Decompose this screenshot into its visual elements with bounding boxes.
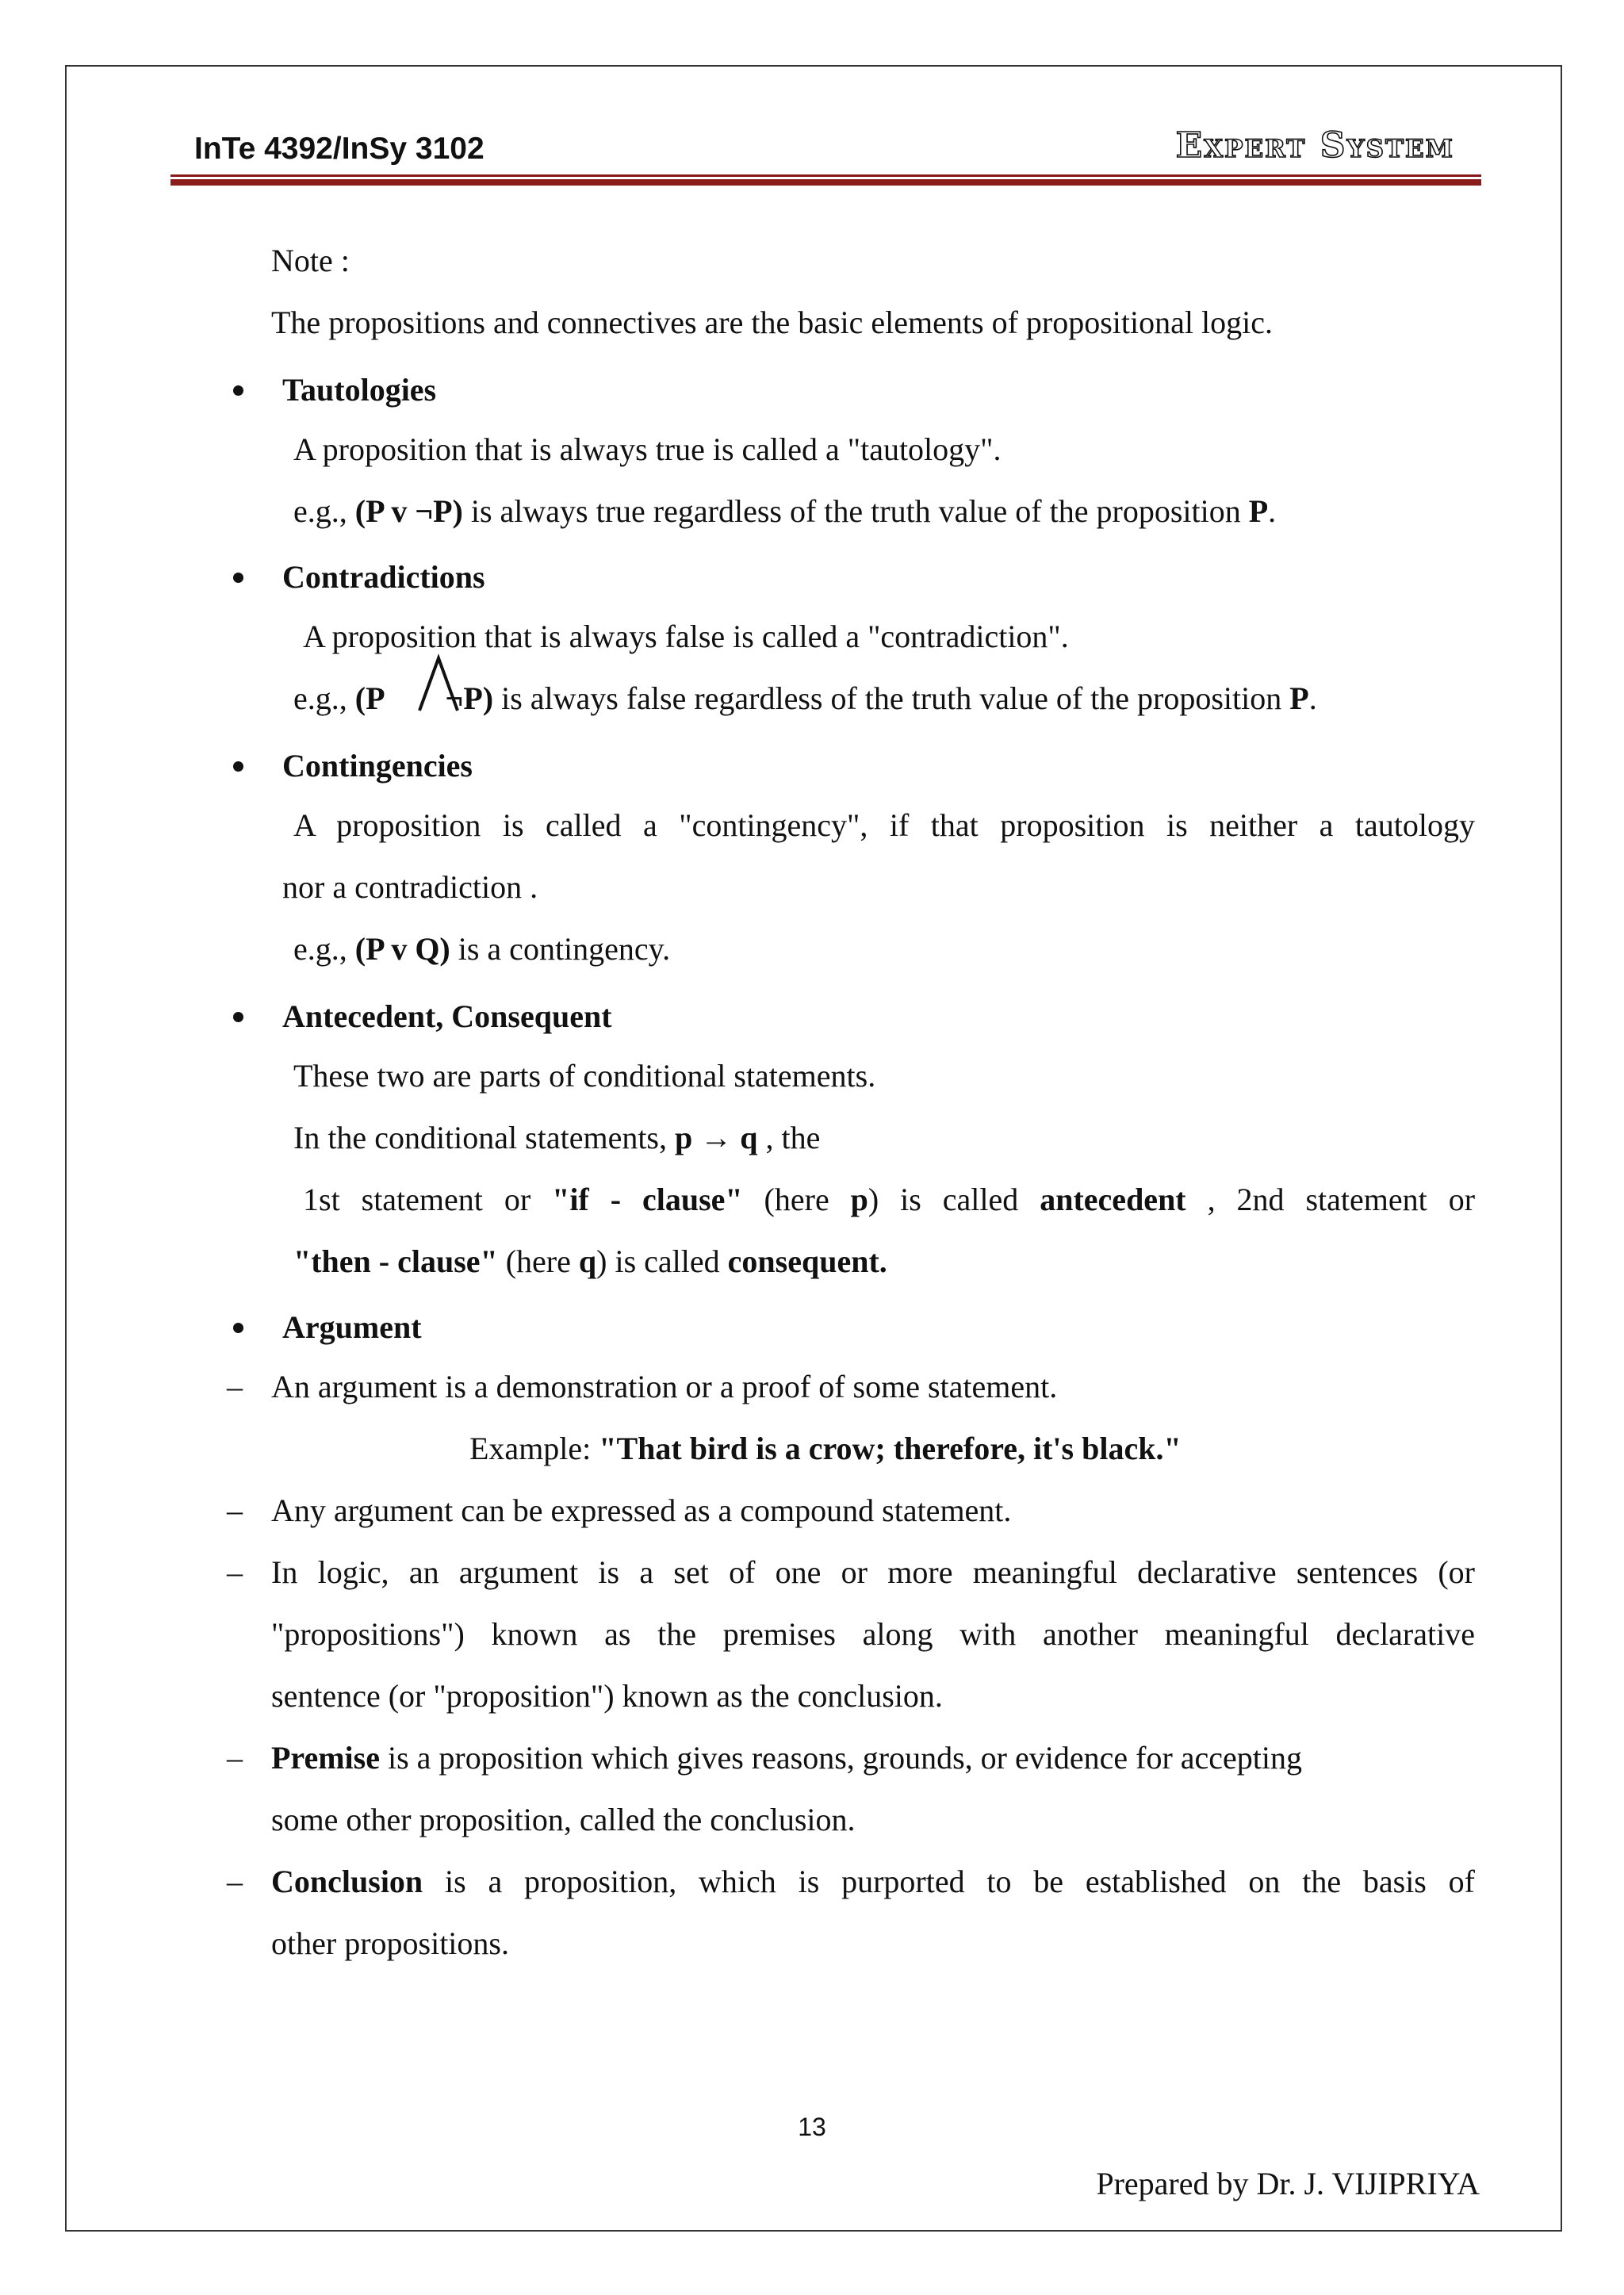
contingencies-definition-line2: nor a contradiction .: [282, 869, 538, 905]
header-rule: [170, 174, 1481, 177]
contingencies-example: e.g., (P v Q) is a contingency.: [293, 931, 671, 967]
argument-heading: Argument: [282, 1309, 422, 1345]
argument-premise-line1: Premise is a proposition which gives reasons, grounds, or evidence for accepting: [271, 1740, 1303, 1776]
note-label: Note :: [271, 243, 350, 278]
antecedent-line4: "then - clause" (here q) is called consequent.: [293, 1243, 887, 1279]
dash-marker: –: [227, 1740, 243, 1776]
tautologies-example: e.g., (P v ¬P) is always true regardless of the truth value of the proposition P.: [293, 493, 1277, 529]
note-text: The propositions and connectives are the basic elements of propositional logic.: [271, 305, 1273, 340]
argument-item1: An argument is a demonstration or a proof of some statement.: [271, 1369, 1058, 1404]
bullet-icon: [233, 1012, 243, 1022]
dash-marker: –: [227, 1864, 243, 1899]
argument-conclusion-line2: other propositions.: [271, 1925, 509, 1961]
argument-item3-line3: sentence (or "proposition") known as the conclusion.: [271, 1678, 943, 1714]
logical-and-icon: [415, 652, 462, 715]
dash-marker: –: [227, 1492, 243, 1528]
bullet-icon: [233, 761, 243, 772]
argument-item3-line1: In logic, an argument is a set of one or more meaningful declarative sentences (or: [271, 1554, 1475, 1590]
antecedent-line1: These two are parts of conditional statements.: [293, 1058, 876, 1094]
argument-item3-line2: "propositions") known as the premises along with another meaningful declarative: [271, 1616, 1475, 1652]
dash-marker: –: [227, 1369, 243, 1404]
contradictions-definition: A proposition that is always false is called a "contradiction".: [303, 619, 1069, 654]
tautologies-heading: Tautologies: [282, 372, 437, 408]
contingencies-definition-line1: A proposition is called a "contingency", if that proposition is neither a tautology: [293, 807, 1475, 843]
page-number: 13: [798, 2113, 826, 2141]
argument-item2: Any argument can be expressed as a compound statement.: [271, 1492, 1012, 1528]
tautologies-definition: A proposition that is always true is called a "tautology".: [293, 431, 1002, 467]
bullet-icon: [233, 1323, 243, 1333]
antecedent-line3: 1st statement or "if - clause" (here p) is called antecedent , 2nd statement or: [303, 1182, 1476, 1217]
antecedent-heading: Antecedent, Consequent: [282, 998, 612, 1034]
subject-title: Expert System: [1175, 125, 1454, 166]
argument-conclusion-line1: Conclusion is a proposition, which is purported to be established on the basis of: [271, 1864, 1475, 1899]
contradictions-example: e.g., (P ¬P) is always false regardless of the truth value of the proposition P.: [293, 680, 1317, 716]
dash-marker: –: [227, 1554, 243, 1590]
course-code: InTe 4392/InSy 3102: [194, 132, 485, 166]
argument-example: Example: "That bird is a crow; therefore, it's black.": [469, 1431, 1182, 1466]
contradictions-heading: Contradictions: [282, 559, 485, 595]
bullet-icon: [233, 385, 243, 396]
prepared-by: Prepared by Dr. J. VIJIPRIYA: [1096, 2166, 1480, 2201]
bullet-icon: [233, 573, 243, 583]
antecedent-line2: In the conditional statements, p → q , the: [293, 1120, 821, 1155]
header-rule-thick: [170, 179, 1481, 186]
contingencies-heading: Contingencies: [282, 748, 473, 784]
argument-premise-line2: some other proposition, called the conclusion.: [271, 1802, 856, 1837]
